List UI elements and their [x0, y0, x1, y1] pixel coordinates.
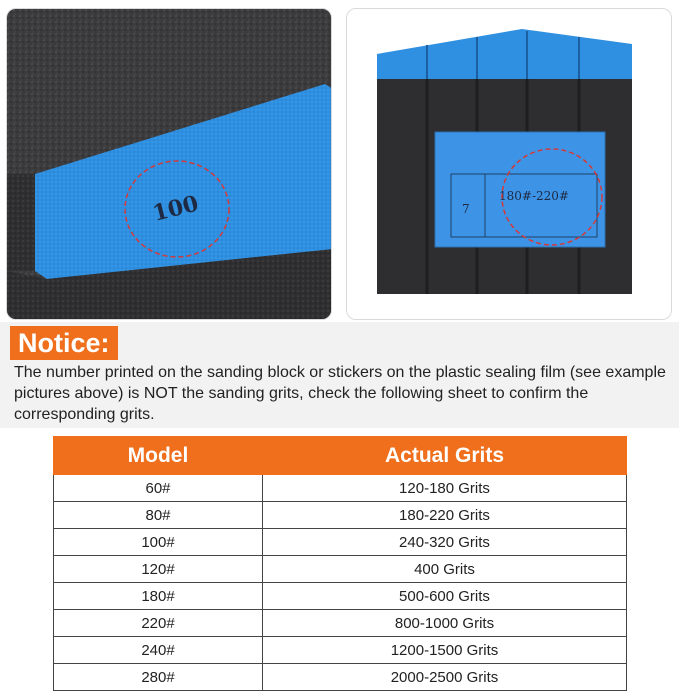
- column-header-model: Model: [54, 437, 263, 475]
- table-row: [54, 556, 627, 583]
- grits-cell: 400 Grits: [263, 556, 627, 583]
- model-cell: 280#: [54, 664, 263, 691]
- sanding-block-photo: [6, 8, 332, 320]
- model-cell: 100#: [54, 529, 263, 556]
- column-header-actual-grits: Actual Grits: [263, 437, 627, 475]
- model-cell: 240#: [54, 637, 263, 664]
- grits-cell: 800-1000 Grits: [263, 610, 627, 637]
- model-cell: 120#: [54, 556, 263, 583]
- model-cell: 80#: [54, 502, 263, 529]
- grits-cell: 500-600 Grits: [263, 583, 627, 610]
- sticker-grit-label: 180#-220#: [499, 189, 569, 203]
- table-row: [54, 475, 627, 502]
- table-row: [54, 610, 627, 637]
- grits-cell: 120-180 Grits: [263, 475, 627, 502]
- table-row: [54, 529, 627, 556]
- grits-cell: 240-320 Grits: [263, 529, 627, 556]
- table-row: [54, 637, 627, 664]
- block-pack-photo: [346, 8, 672, 320]
- table-header-row: [54, 437, 627, 475]
- grits-cell: 2000-2500 Grits: [263, 664, 627, 691]
- model-cell: 180#: [54, 583, 263, 610]
- block-number-label: 100: [150, 190, 202, 227]
- model-cell: 220#: [54, 610, 263, 637]
- sticker-number: 7: [462, 202, 470, 216]
- table-row: [54, 664, 627, 691]
- notice-badge: Notice:: [10, 326, 118, 360]
- notice-text: The number printed on the sanding block or stickers on the plastic sealing film (see example pictures above) is NOT the sanding grits, check the following sheet to confirm the corresponding grits.: [14, 364, 666, 423]
- table-row: [54, 583, 627, 610]
- grits-cell: 180-220 Grits: [263, 502, 627, 529]
- grits-cell: 1200-1500 Grits: [263, 637, 627, 664]
- table-row: [54, 502, 627, 529]
- grits-table: [53, 436, 627, 691]
- model-cell: 60#: [54, 475, 263, 502]
